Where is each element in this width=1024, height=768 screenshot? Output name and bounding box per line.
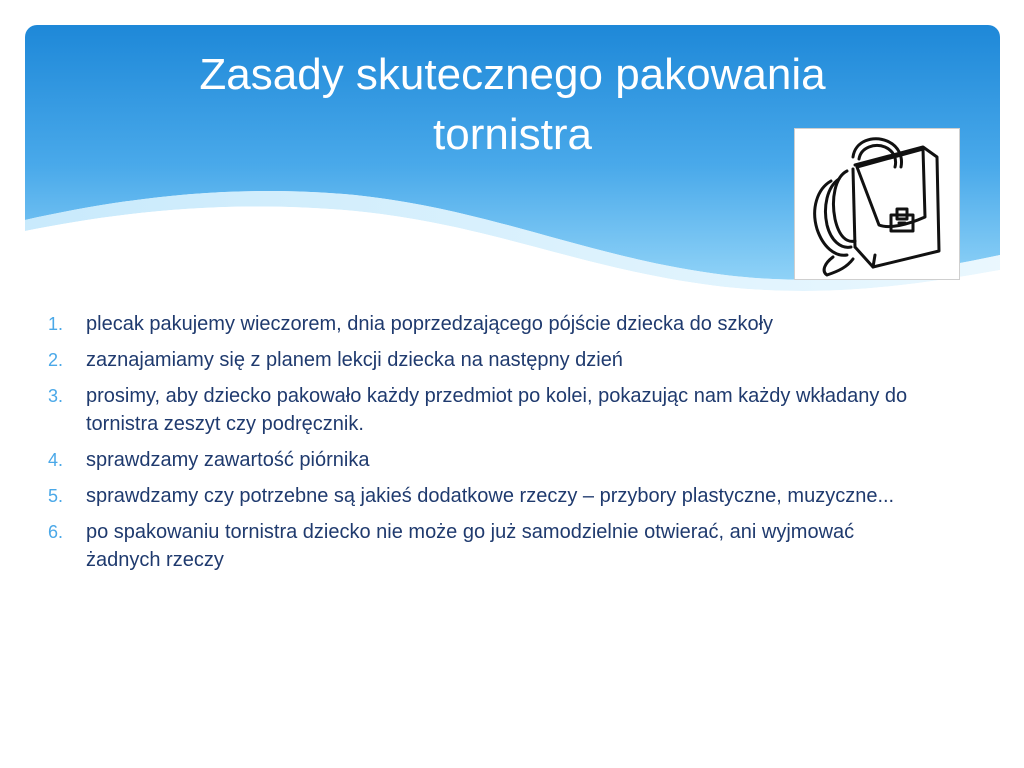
list-number: 1. — [48, 314, 64, 334]
backpack-icon — [795, 129, 959, 279]
list-text: prosimy, aby dziecko pakowało każdy przedmiot po kolei, pokazując nam każdy wkładany do tornistra zeszyt czy podręcznik. — [86, 385, 908, 435]
list-number: 3. — [48, 386, 64, 406]
list-item — [40, 482, 920, 510]
list-text: po spakowaniu tornistra dziecko nie może go już samodzielnie otwierać, ani wyjmować żadnych rzeczy — [86, 521, 855, 571]
list-text: zaznajamiamy się z planem lekcji dziecka na następny dzień — [86, 349, 623, 371]
list-number: 4. — [48, 450, 64, 470]
list-text: sprawdzamy zawartość piórnika — [86, 449, 370, 471]
list-item — [40, 382, 920, 438]
list-item — [40, 446, 920, 474]
list-item — [40, 346, 920, 374]
list-number: 2. — [48, 350, 64, 370]
list-item — [40, 518, 920, 574]
backpack-image — [794, 128, 960, 280]
list-text: sprawdzamy czy potrzebne są jakieś dodatkowe rzeczy – przybory plastyczne, muzyczne... — [86, 485, 895, 507]
slide-title-line-2: tornistra — [433, 110, 592, 159]
list-number: 6. — [48, 522, 64, 542]
list-item — [40, 310, 920, 338]
list-text: plecak pakujemy wieczorem, dnia poprzedzającego pójście dziecka do szkoły — [86, 313, 774, 335]
list-number: 5. — [48, 486, 64, 506]
slide-title-line-1: Zasady skutecznego pakowania — [199, 50, 826, 99]
rules-list — [40, 310, 920, 582]
